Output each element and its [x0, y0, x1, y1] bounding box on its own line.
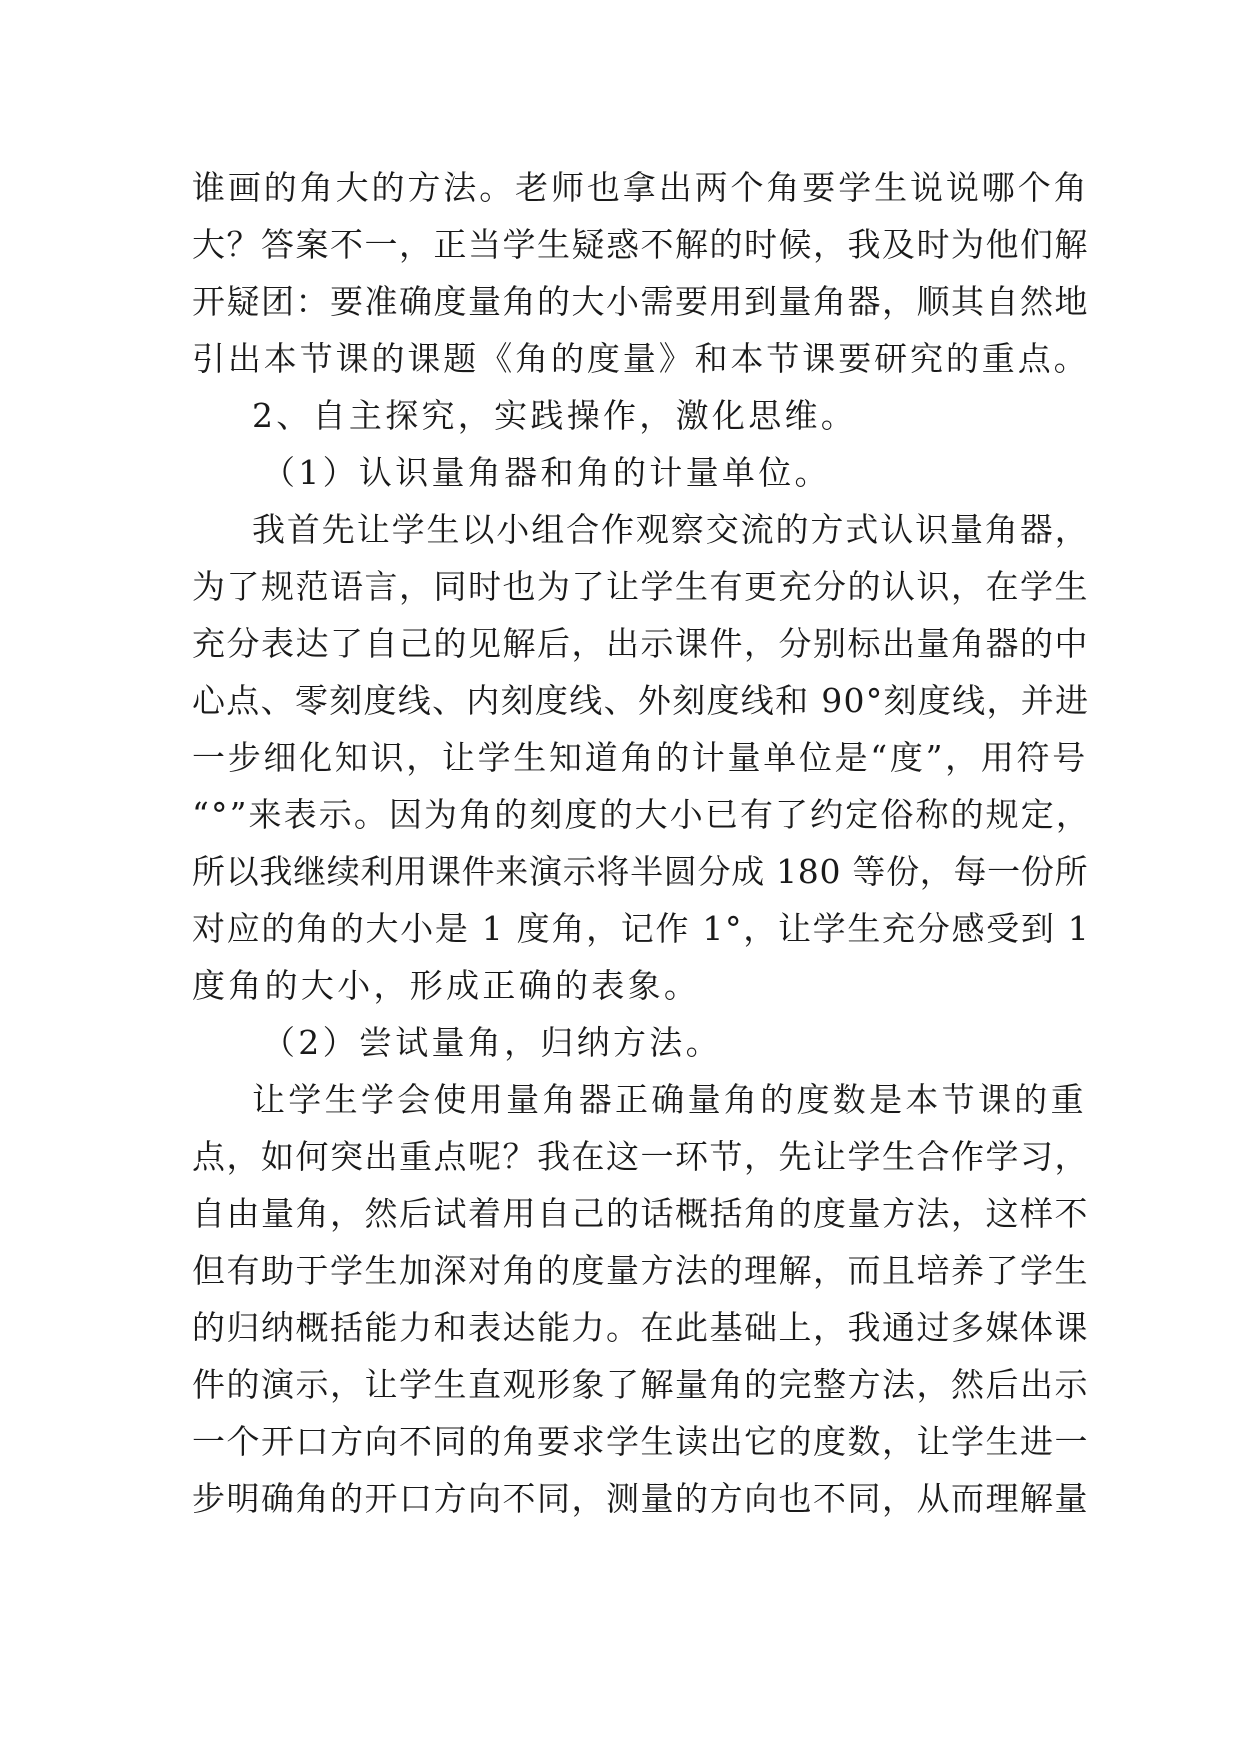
text-line: 我首先让学生以小组合作观察交流的方式认识量角器， [252, 510, 1090, 549]
text-line: 引出本节课的课题《角的度量》和本节课要研究的重点。 [192, 339, 1090, 378]
text-line: “°”来表示。因为角的刻度的大小已有了约定俗称的规定， [192, 795, 1091, 834]
text-line: 开疑团：要准确度量角的大小需要用到量角器，顺其自然地 [192, 282, 1089, 321]
text-line: 自由量角，然后试着用自己的话概括角的度量方法，这样不 [192, 1194, 1089, 1233]
text-line: 为了规范语言，同时也为了让学生有更充分的认识，在学生 [192, 567, 1089, 606]
text-line: 充分表达了自己的见解后，出示课件，分别标出量角器的中 [192, 624, 1089, 663]
text-line: 一步细化知识，让学生知道角的计量单位是“度”，用符号 [192, 738, 1088, 777]
text-line: 但有助于学生加深对角的度量方法的理解，而且培养了学生 [192, 1251, 1089, 1290]
text-line: 点，如何突出重点呢？我在这一环节，先让学生合作学习， [192, 1137, 1089, 1176]
subsection-heading: （1）认识量角器和角的计量单位。 [262, 453, 831, 492]
text-line: 件的演示，让学生直观形象了解量角的完整方法，然后出示 [192, 1365, 1089, 1404]
text-line: 心点、零刻度线、内刻度线、外刻度线和 90°刻度线，并进 [192, 681, 1090, 720]
text-line: 对应的角的大小是 1 度角，记作 1°，让学生充分感受到 1 [192, 909, 1091, 948]
section-heading: 2、自主探究，实践操作，激化思维。 [252, 396, 858, 435]
text-line: 大？答案不一，正当学生疑惑不解的时候，我及时为他们解 [192, 225, 1089, 264]
text-line: 谁画的角大的方法。老师也拿出两个角要学生说说哪个角 [192, 168, 1090, 207]
text-line: 步明确角的开口方向不同，测量的方向也不同，从而理解量 [192, 1479, 1089, 1518]
text-line: 一个开口方向不同的角要求学生读出它的度数，让学生进一 [192, 1422, 1089, 1461]
text-line: 度角的大小，形成正确的表象。 [192, 966, 701, 1005]
subsection-heading: （2）尝试量角，归纳方法。 [262, 1023, 722, 1062]
text-line: 所以我继续利用课件来演示将半圆分成 180 等份，每一份所 [192, 852, 1089, 891]
text-line: 让学生学会使用量角器正确量角的度数是本节课的重 [252, 1080, 1087, 1119]
text-line: 的归纳概括能力和表达能力。在此基础上，我通过多媒体课 [192, 1308, 1089, 1347]
